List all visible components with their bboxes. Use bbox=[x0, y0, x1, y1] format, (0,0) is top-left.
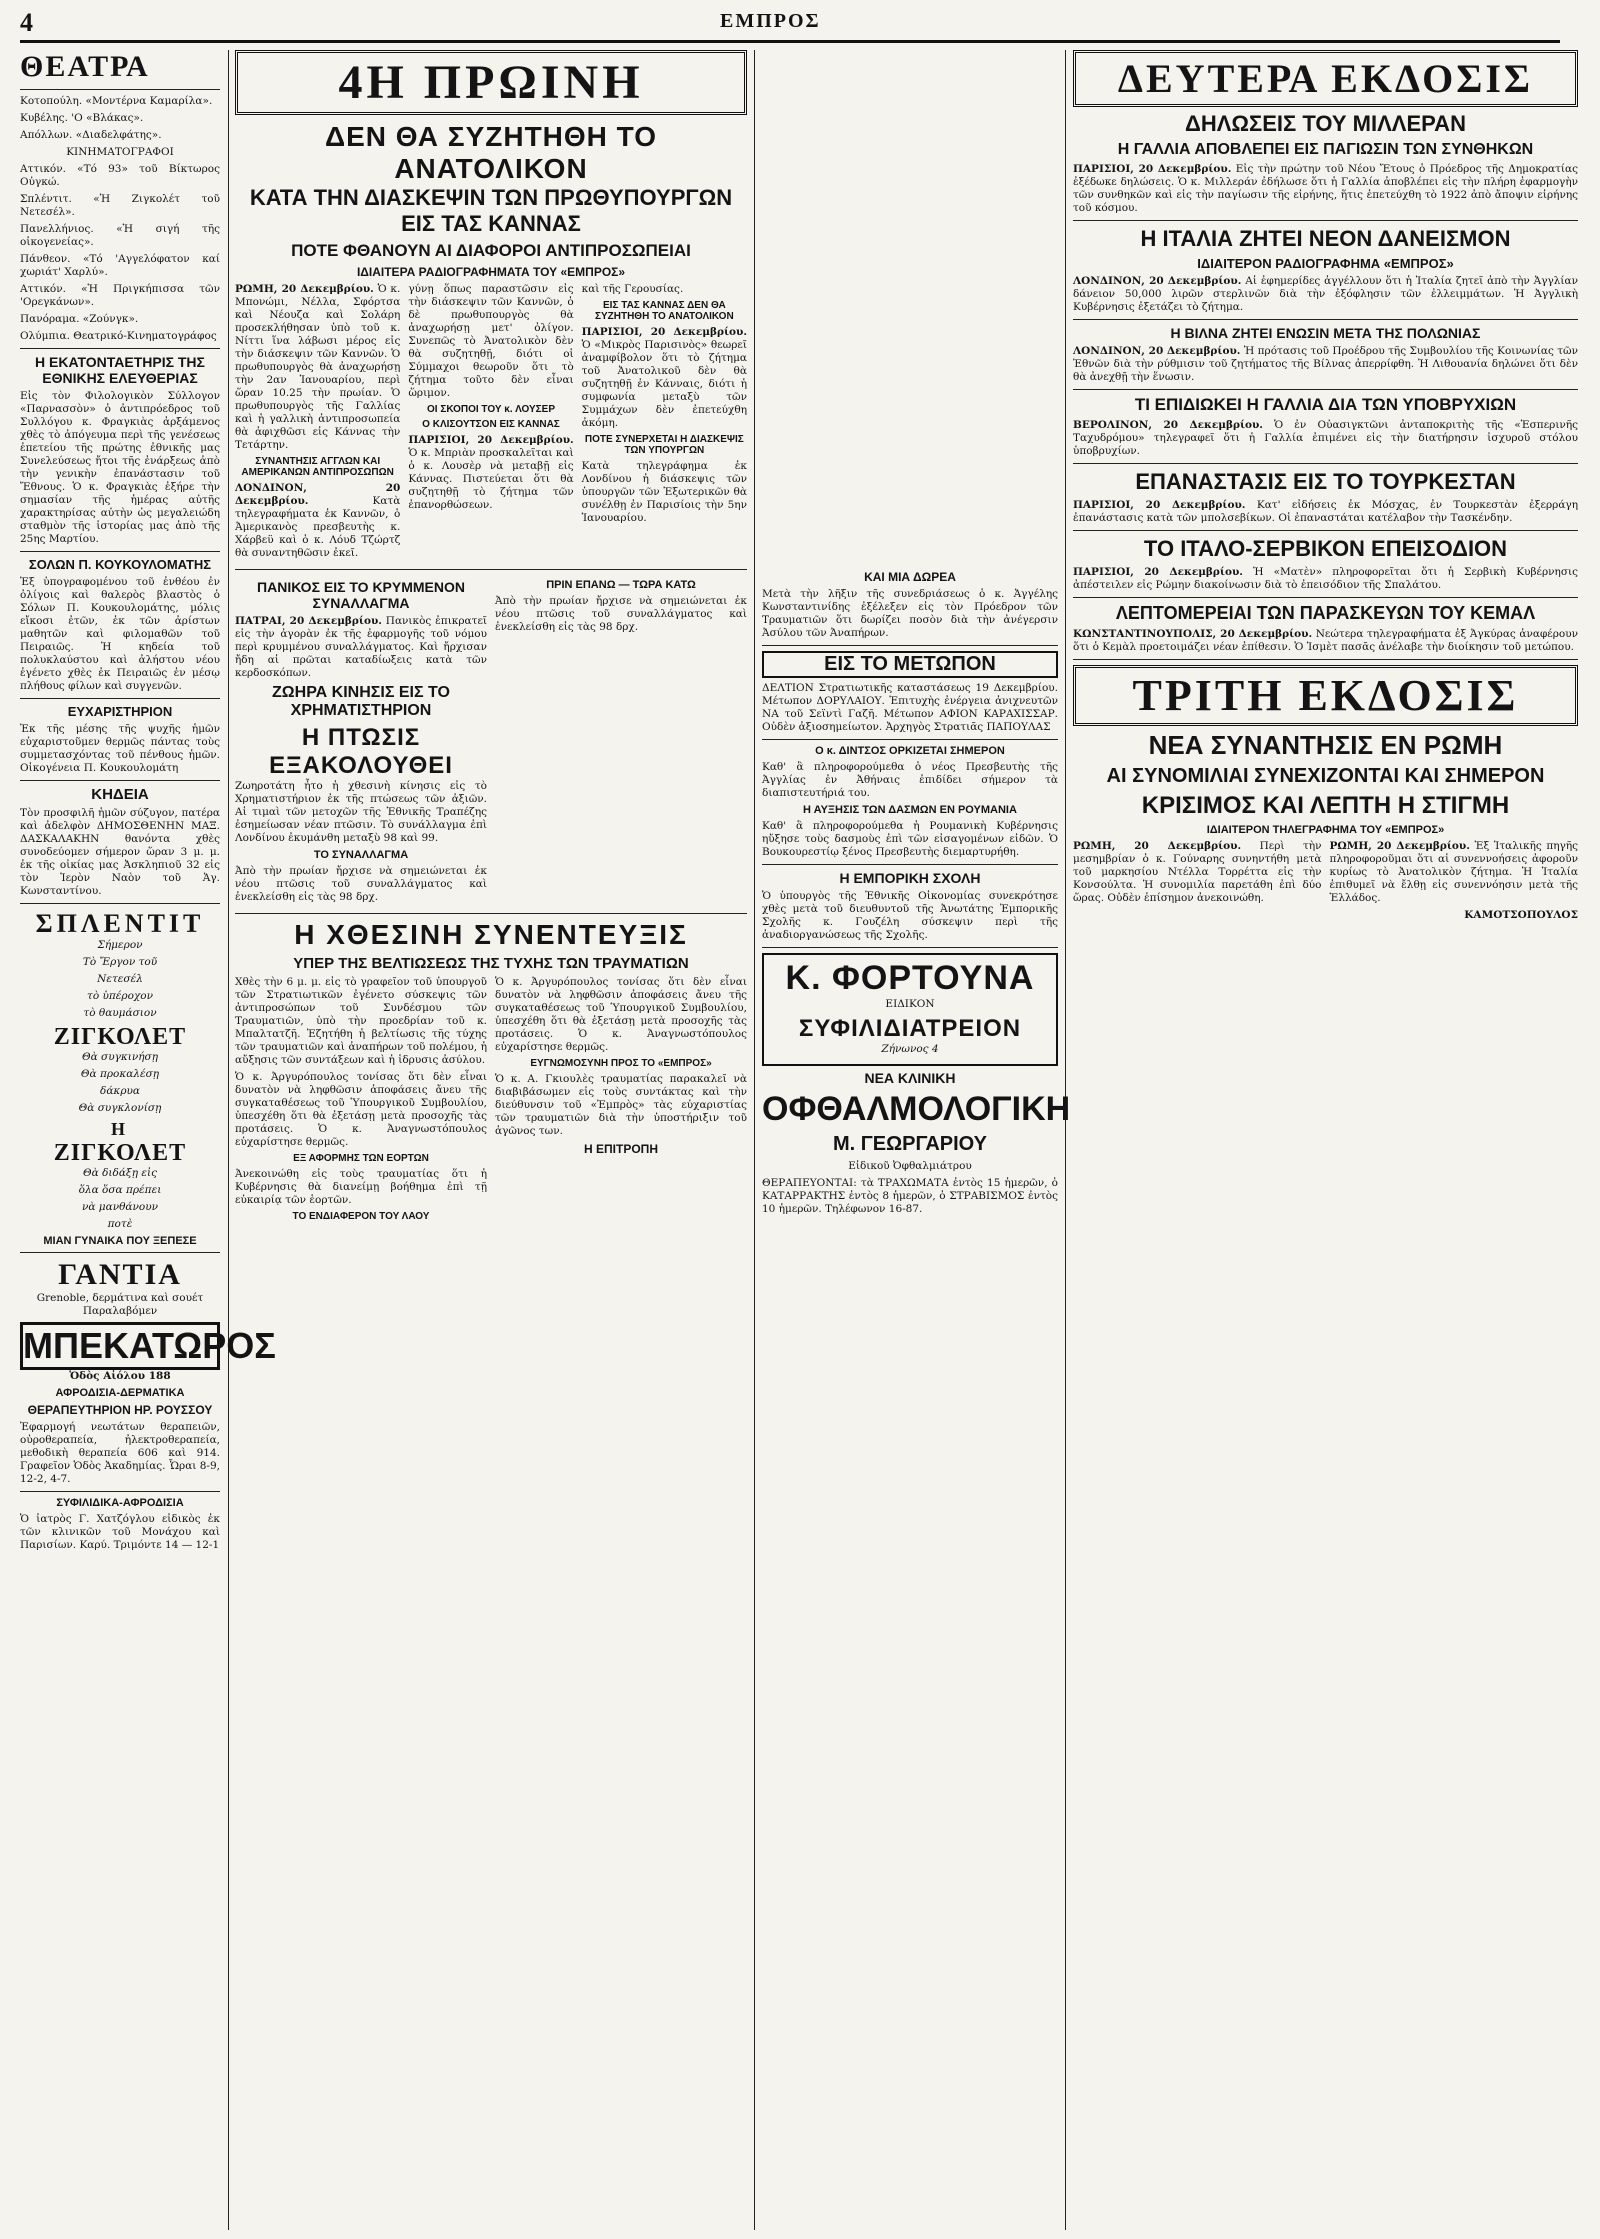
dateline: ΠΑΡΙΣΙΟΙ, 20 Δεκεμβρίου. bbox=[581, 326, 747, 338]
article-heading: ΕΥΧΑΡΙΣΤΗΡΙΟΝ bbox=[67, 704, 173, 719]
article-body: Τὸν προσφιλῆ ἡμῶν σύζυγον, πατέρα καὶ ἀδελφὸν ΔΗΜΟΣΘΕΝΗΝ ΜΑΞ. ΔΑΣΚΑΛΑΚΗΝ θανόντα χθὲς συνοδεύομεν σήμερον ὥραν 3 μ. μ. ἐκ τῆς οἰκίας μας Ἀσκληπιοῦ 32 εἰς τὸν Ἱερὸν Ναὸν τοῦ Ἁγ. Κωνσταντίνου. bbox=[20, 807, 220, 897]
article-heading: Η ΑΥΞΗΣΙΣ ΤΩΝ ΔΑΣΜΩΝ ΕΝ ΡΟΥΜΑΝΙΑ bbox=[803, 804, 1017, 816]
ad-title: Κ. ΦΟΡΤΟΥΝΑ bbox=[785, 959, 1035, 997]
column-divider bbox=[228, 50, 229, 2230]
divider bbox=[1073, 220, 1578, 221]
divider bbox=[20, 903, 220, 904]
dateline: ΠΑΡΙΣΙΟΙ, 20 Δεκεμβρίου. bbox=[1073, 163, 1232, 175]
dateline: ΛΟΝΔΙΝΟΝ, 20 Δεκεμβρίου. bbox=[235, 482, 401, 507]
article-headline: Η ΠΤΩΣΙΣ ΕΞΑΚΟΛΟΥΘΕΙ bbox=[269, 724, 453, 779]
theatra-line: Πάνθεον. «Τό 'Αγγελόφατον καί χωριάτ' Χαρλύ». bbox=[20, 253, 220, 278]
article-body: Ἀνεκοινώθη εἰς τοὺς τραυματίας ὅτι ἡ Κυβέρνησις θὰ διανείμῃ βοήθημα ἐπὶ τῇ εὐκαιρίᾳ τῶν ἑορτῶν. bbox=[235, 1168, 487, 1206]
theatra-line: Κοτοπούλη. «Μοντέρνα Καμαρίλα». bbox=[20, 95, 213, 107]
ad-line: Θὰ συγκλονίσῃ bbox=[78, 1102, 162, 1114]
article-subheading: ΣΥΝΑΝΤΗΣΙΣ ΑΓΓΛΩΝ ΚΑΙ ΑΜΕΡΙΚΑΝΩΝ ΑΝΤΙΠΡΟΣΩΠΩΝ bbox=[241, 456, 394, 478]
article-body: Καθ' ἃ πληροφορούμεθα ἡ Ρουμανικὴ Κυβέρνησις ηὔξησε τοὺς δασμοὺς ἐπὶ τῶν εἰσαγομένων εἰδῶν. Ὁ Βουκουρεστίῳ ξένος Πρεσβευτὴς διεμαρτυρήθη. bbox=[762, 820, 1058, 858]
article-headline: Η ΧΘΕΣΙΝΗ ΣΥΝΕΝΤΕΥΞΙΣ bbox=[294, 919, 688, 950]
divider bbox=[1073, 389, 1578, 390]
ad-title: ΖΙΓΚΟΛΕΤ bbox=[53, 1140, 187, 1166]
article-body: Ὁ ἐν Οὐασιγκτῶνι ἀνταποκριτὴς τῆς «Ἑσπερινῆς Ταχυδρόμου» τηλεγραφεῖ ὅτι ἡ Γαλλία ἐπιμένει εἰς τὴν διατήρησιν ἰσχυροῦ στόλου ὑποβρυχίων. bbox=[1073, 419, 1578, 457]
ad-line: Θὰ προκαλέσῃ bbox=[80, 1068, 160, 1080]
dateline: ΚΩΝΣΤΑΝΤΙΝΟΥΠΟΛΙΣ, 20 Δεκεμβρίου. bbox=[1073, 628, 1313, 640]
clinic-ad bbox=[762, 1070, 1071, 1216]
dateline: ΠΑΡΙΣΙΟΙ, 20 Δεκεμβρίου. bbox=[408, 434, 574, 446]
ad-body: Ἐφαρμογή νεωτάτων θεραπειῶν, οὐροθεραπεία, ἠλεκτροθεραπεία, μεθοδικὴ θεραπεία 606 καὶ 914. Γραφεῖον Ὁδὸς Ἀκαδημίας. Ὧραι 8-9, 12-2, 4-7. bbox=[20, 1421, 220, 1485]
dateline: ΠΑΡΙΣΙΟΙ, 20 Δεκεμβρίου. bbox=[1073, 566, 1243, 578]
ad-title: Η bbox=[110, 1119, 129, 1139]
divider bbox=[1073, 463, 1578, 464]
ad-heading: ΣΥΦΙΛΙΔΙΚΑ-ΑΦΡΟΔΙΣΙΑ bbox=[56, 1497, 184, 1509]
divider bbox=[1073, 319, 1578, 320]
article-subheading: ΠΟΤΕ ΣΥΝΕΡΧΕΤΑΙ Η ΔΙΑΣΚΕΨΙΣ ΤΩΝ ΥΠΟΥΡΓΩΝ bbox=[584, 434, 744, 456]
article-heading: ΠΑΝΙΚΟΣ ΕΙΣ ΤΟ ΚΡΥΜΜΕΝΟΝ ΣΥΝΑΛΛΑΓΜΑ bbox=[256, 579, 466, 611]
article-body: Ὁ κ. Μπριὰν προσκαλεῖται καὶ ὁ κ. Λουσὲρ νὰ μεταβῇ εἰς Κάννας. Πιστεύεται ὅτι θὰ συζητηθῇ τὸ ζήτημα τῶν ἐπανορθώσεων. bbox=[408, 447, 574, 511]
edition-banner: ΤΡΙΤΗ ΕΚΔΟΣΙΣ bbox=[1073, 665, 1578, 726]
article-body: Πανικὸς ἐπικρατεῖ εἰς τὴν ἀγορὰν ἐκ τῆς ἐφαρμογῆς τοῦ νόμου περὶ κρυμμένου συναλλάγματος. Καὶ ἤρχισαν ἤδη αἱ πρῶται καταδίωξεις κατὰ τῶν κερδοσκόπων. bbox=[235, 615, 487, 679]
article-subheading: ΤΟ ΕΝΔΙΑΦΕΡΟΝ ΤΟΥ ΛΑΟΥ bbox=[292, 1211, 430, 1222]
section-heading: ΙΔΙΑΙΤΕΡΑ ΡΑΔΙΟΓΡΑΦΗΜΑΤΑ ΤΟΥ «ΕΜΠΡΟΣ» bbox=[356, 265, 626, 279]
divider bbox=[1073, 597, 1578, 598]
ad-heading: ΘΕΡΑΠΕΥΤΗΡΙΟΝ ΗΡ. ΡΟΥΣΣΟΥ bbox=[27, 1403, 213, 1417]
article-body: Νεώτερα τηλεγραφήματα ἐξ Ἀγκύρας ἀναφέρουν ὅτι ὁ Κεμὰλ προετοιμάζει νέαν ἐπίθεσιν. Ὁ Ἰσμὲτ πασᾶς ἀνέλαβε τὴν διοίκησιν τοῦ μετώπου. bbox=[1073, 628, 1579, 653]
article-body: Κατὰ τηλεγραφήματα ἐκ Καννῶν, ὁ Ἀμερικανὸς πρεσβευτὴς κ. Χάρβεϋ καὶ ὁ κ. Λόυδ Τζώρτζ θὰ συναντηθῶσιν ἐκεῖ. bbox=[235, 495, 401, 559]
article-body: Εἰς τὸν Φιλολογικὸν Σύλλογον «Παρνασσὸν» ὁ ἀντιπρόεδρος τοῦ Συλλόγου κ. Φραγκιὰς ἀρξάμενος χθὲς τὸ ἀπόγευμα περὶ τῆς γενέσεως ἐπετείου τῆς πρώτης ἐθνικῆς μας Συνελεύσεως ἤτοι τῆς ἐνάρξεως ἀπὸ τὴν γενικὴν ἐπανάστασιν τοῦ Ἔθνους. Ὁ κ. Φραγκιὰς ἐξήρε τὴν σημασίαν τῆς ἡμέρας αὐτῆς χαρακτηρίσας αὐτὴν ὡς μεγαλειώδη σταθμὸν τῆς ἱστορίας μας ἀπὸ τῆς 25ης Μαρτίου. bbox=[20, 390, 220, 545]
article-body: καὶ τῆς Γερουσίας. bbox=[581, 283, 684, 295]
ad-line: Τὸ Ἔργον τοῦ bbox=[82, 956, 158, 968]
ad-line: Θὰ συγκινήσῃ bbox=[82, 1051, 158, 1063]
article-headline: ΛΕΠΤΟΜΕΡΕΙΑΙ ΤΩΝ ΠΑΡΑΣΚΕΥΩΝ ΤΟΥ ΚΕΜΑΛ bbox=[1115, 603, 1536, 623]
article-heading: ΙΔΙΑΙΤΕΡΟΝ ΡΑΔΙΟΓΡΑΦΗΜΑ «ΕΜΠΡΟΣ» bbox=[1197, 256, 1454, 271]
column-divider bbox=[754, 50, 755, 2230]
ad-title: ΣΠΛΕΝΤΙΤ bbox=[35, 909, 205, 938]
divider bbox=[762, 947, 1058, 948]
divider bbox=[20, 780, 220, 781]
article-body: Ὁ κ. Α. Γκιουλὲς τραυματίας παρακαλεῖ νὰ διαβιβάσωμεν εἰς τοὺς συντάκτας καὶ τὴν διεύθυνσιν τοῦ «Ἐμπρὸς» τὰς εὐχαριστίας τῶν τραυματιῶν διὰ τὴν ὑποστήριξιν τοῦ ἀγῶνος των. bbox=[495, 1073, 747, 1137]
theatra-line: Πανόραμα. «Ζούνγκ». bbox=[20, 313, 139, 325]
theatra-line: Ολύμπια. Θεατρικό-Κινηματογράφος bbox=[20, 330, 217, 342]
edition-banner: 4Η ΠΡΩΙΝΗ bbox=[235, 50, 747, 115]
article-headline: ΑΙ ΣΥΝΟΜΙΛΙΑΙ ΣΥΝΕΧΙΖΟΝΤΑΙ ΚΑΙ ΣΗΜΕΡΟΝ bbox=[1106, 765, 1545, 787]
left-column bbox=[20, 50, 276, 2230]
ad-heading: Μ. ΓΕΩΡΓΑΡΙΟΥ bbox=[832, 1133, 988, 1155]
page-number: 4 bbox=[20, 8, 33, 37]
article-body: Ἀπὸ τὴν πρωίαν ἤρχισε νὰ σημειώνεται ἐκ νέου πτῶσις τοῦ συναλλάγματος καὶ ἐνεκλείσθη εἰς τὰς 98 δρχ. bbox=[235, 865, 487, 903]
divider bbox=[20, 1491, 220, 1492]
ad-line: Ζήνωνος 4 bbox=[881, 1043, 939, 1055]
signature: ΚΑΜΟΤΣΟΠΟΥΛΟΣ bbox=[1464, 909, 1578, 921]
article-body: Ἐξ Ἰταλικῆς πηγῆς πληροφοροῦμαι ὅτι αἱ συνεννοήσεις ἀφοροῦν κυρίως τὸ Ἀνατολικὸν ζήτημα. Ἡ Ἰταλία ἐπιθυμεῖ νὰ ἔλθῃ εἰς συνεννόησιν μετὰ τῆς Ἑλλάδος. bbox=[1329, 840, 1578, 904]
dateline: ΡΩΜΗ, 20 Δεκεμβρίου. bbox=[1329, 840, 1470, 852]
ad-title: ΓΑΝΤΙΑ bbox=[58, 1258, 182, 1291]
ad-line: Grenoble, δερμάτινα καὶ σουέτ Παραλαβόμεν bbox=[36, 1292, 204, 1317]
ad-line: Σήμερον bbox=[97, 939, 143, 951]
article-subheading: ΕΞ ΑΦΟΡΜΗΣ ΤΩΝ ΕΟΡΤΩΝ bbox=[293, 1153, 429, 1164]
theatra-heading: ΘΕΑΤΡΑ bbox=[20, 50, 150, 83]
article-body: Ἐξ ὑπογραφομένου τοῦ ἐνθέου ἐν ὀλίγοις καὶ θαλερὸς βλαστὸς ὁ Σόλων Π. Κουκουλομάτης, μόλις εἴκοσι ἐτῶν, ἐκ τῶν ἀρίστων μαθητῶν καὶ φιλομαθῶν τοῦ Πειραιῶς. Ἡ κηδεία τοῦ πολυκλαύστου καὶ ἀλήστου νέου ἐγένετο χθὲς ἐκ Πειραιῶς ἐν μέσῳ πλήθους φίλων καὶ συγγενῶν. bbox=[20, 576, 220, 692]
gantia-ad bbox=[20, 1258, 276, 1383]
theatra-line: Πανελλήνιος. «Ἡ σιγή τῆς οἰκογενείας». bbox=[20, 223, 220, 248]
news-column bbox=[762, 50, 1071, 2230]
ad-line: ὅλα ὅσα πρέπει bbox=[78, 1184, 162, 1196]
ad-heading: ΝΕΑ ΚΛΙΝΙΚΗ bbox=[864, 1070, 956, 1086]
article-heading: Η ΓΑΛΛΙΑ ΑΠΟΒΛΕΠΕΙ ΕΙΣ ΠΑΓΙΩΣΙΝ ΤΩΝ ΣΥΝΘΗΚΩΝ bbox=[1117, 141, 1534, 158]
ad-line: Ὁδὸς Αἰόλου 188 bbox=[69, 1370, 171, 1382]
article-body: Ἐκ τῆς μέσης τῆς ψυχῆς ἡμῶν εὐχαριστοῦμεν θερμῶς πάντας τοὺς συμμετασχόντας τοῦ πένθους ἡμῶν. Οἰκογένεια Π. Κουκουλομάτη bbox=[20, 723, 220, 774]
article-headline: ΤΟ ΙΤΑΛΟ-ΣΕΡΒΙΚΟΝ ΕΠΕΙΣΟΔΙΟΝ bbox=[1143, 536, 1508, 561]
article-body: Μετὰ τὴν λῆξιν τῆς συνεδριάσεως ὁ κ. Ἀγγέλης Κωνσταντινίδης ἐξέλεξεν εἰς τὸν Πρόεδρον τῶν Τραυματιῶν ὅτι δωρίζει ποσὸν διὰ τὴν ἀνέγερσιν Ἀσύλου τῶν Ἀναπήρων. bbox=[762, 588, 1058, 639]
article-body: Κατὰ τηλεγράφημα ἐκ Λονδίνου ἡ διάσκεψις τῶν ὑπουργῶν τῶν Ἐξωτερικῶν θὰ συνέλθῃ ἐν Παρισίοις τὴν 5ην Ἰανουαρίου. bbox=[581, 460, 747, 524]
ad-body: ΘΕΡΑΠΕΥΟΝΤΑΙ: τὰ ΤΡΑΧΩΜΑΤΑ ἐντὸς 15 ἡμερῶν, ὁ ΚΑΤΑΡΡΑΚΤΗΣ ἐντὸς 8 ἡμερῶν, ὁ ΣΤΡΑΒΙΣΜΟΣ ἐντὸς 10 ἡμερῶν. Τηλέφωνον 16-87. bbox=[762, 1177, 1058, 1215]
theatra-line: Αττικόν. «Τό 93» τοῦ Βίκτωρος Οὐγκώ. bbox=[20, 163, 220, 188]
article-body: Εἰς τὴν πρώτην τοῦ Νέου Ἔτους ὁ Πρόεδρος τῆς Δημοκρατίας ἐξέδωκε δηλώσεις. Ὁ κ. Μιλλεράν ἐδήλωσε ὅτι ἡ Γαλλία ἀποβλέπει εἰς τὴν πλήρη ἐφαρμογὴν τῶν συνθηκῶν καὶ εἰς τὴν παγίωσιν τῆς εἰρήνης, ἥτις ἐπετεύχθη τὸ 1922 ἀπὸ ἄποψιν εἰρήνης τοῦ κόσμου. bbox=[1073, 163, 1578, 214]
divider bbox=[762, 864, 1058, 865]
article-body: Περὶ τὴν μεσημβρίαν ὁ κ. Γούναρης συνηντήθη μετὰ τοῦ μαρκησίου Ντέλλα Τορρέττα εἰς τὴν Κονσούλτα. Ἡ συνομιλία παρετάθη ἐπὶ δύο ὥρας. Οὐδὲν ἐπίσημον ἀνεκοινώθη. bbox=[1073, 840, 1322, 904]
ad-line: τὸ ὑπέροχον bbox=[87, 990, 153, 1002]
article-body: Αἱ ἐφημερίδες ἀγγέλλουν ὅτι ἡ Ἰταλία ζητεῖ ἀπὸ τὴν Ἀγγλίαν δάνειον 50,000 λιρῶν στερλινῶν διὰ τὴν ἐξόφλησιν τῶν ἐλλειμμάτων. Ἡ Ἀγγλικὴ Κυβέρνησις ἐξετάζει τὸ ζήτημα. bbox=[1073, 275, 1579, 313]
divider bbox=[20, 89, 220, 90]
article-heading: ΖΩΗΡΑ ΚΙΝΗΣΙΣ ΕΙΣ ΤΟ ΧΡΗΜΑΤΙΣΤΗΡΙΟΝ bbox=[272, 684, 450, 719]
ad-line: Θὰ διδάξῃ εἰς bbox=[83, 1167, 157, 1179]
splendid-ad bbox=[20, 909, 220, 1247]
article-headline: ΚΡΙΣΙΜΟΣ ΚΑΙ ΛΕΠΤΗ Η ΣΤΙΓΜΗ bbox=[1141, 792, 1510, 819]
ad-line: Νετεσέλ bbox=[97, 973, 143, 985]
divider bbox=[762, 645, 1058, 646]
ad-title: ΜΠΕΚΑΤΩΡΟΣ bbox=[20, 1322, 220, 1370]
section-heading: ΠΟΤΕ ΦΘΑΝΟΥΝ ΑΙ ΔΙΑΦΟΡΟΙ ΑΝΤΙΠΡΟΣΩΠΕΙΑΙ bbox=[291, 241, 691, 260]
article-body: ΔΕΛΤΙΟΝ Στρατιωτικῆς καταστάσεως 19 Δεκεμβρίου. Μέτωπον ΔΟΡΥΛΑΙΟΥ. Ἐπιτυχὴς ἐνέργεια ἀνιχνευτῶν ΝΑ τοῦ Σεϊντὶ Γαζῆ. Μέτωπον ΑΦΙΟΝ ΚΑΡΑΧΙΣΣΑΡ. Οὐδὲν ἀξιοσημείωτον. Ἀρχηγὸς Στρατιᾶς ΠΑΠΟΥΛΑΣ bbox=[762, 682, 1058, 733]
article-subheading: ΕΙΣ ΤΑΣ ΚΑΝΝΑΣ ΔΕΝ ΘΑ ΣΥΖΗΤΗΘΗ ΤΟ ΑΝΑΤΟΛΙΚΟΝ bbox=[594, 300, 734, 322]
masthead bbox=[20, 6, 1560, 43]
ad-heading: ΑΦΡΟΔΙΣΙΑ-ΔΕΡΜΑΤΙΚΑ bbox=[55, 1387, 185, 1399]
theatra-line: Σπλέντιτ. «Ἡ Ζιγκολέτ τοῦ Νετεσέλ». bbox=[20, 193, 220, 218]
ad-line: ΕΙΔΙΚΟΝ bbox=[885, 998, 935, 1010]
dateline: ΛΟΝΔΙΝΟΝ, 20 Δεκεμβρίου. bbox=[1073, 345, 1241, 357]
ad-line: ΜΙΑΝ ΓΥΝΑΙΚΑ ΠΟΥ ΞΕΠΕΣΕ bbox=[43, 1235, 197, 1247]
theatra-line: Κυβέλης. 'Ο «Βλάκας». bbox=[20, 112, 144, 124]
article-headline: ΝΕΑ ΣΥΝΑΝΤΗΣΙΣ ΕΝ ΡΩΜΗ bbox=[1148, 730, 1503, 760]
ad-body: Ὁ ἰατρὸς Γ. Χατζόγλου εἰδικὸς ἐκ τῶν κλινικῶν τοῦ Μονάχου καὶ Παρισίων. Καρύ. Τριμόντε 14 — 12-1 bbox=[20, 1513, 220, 1551]
divider bbox=[762, 739, 1058, 740]
second-edition-column bbox=[1073, 50, 1578, 2230]
article-heading: Η ΕΜΠΟΡΙΚΗ ΣΧΟΛΗ bbox=[839, 870, 981, 886]
divider bbox=[1073, 659, 1578, 660]
ad-line: τὸ θαυμάσιον bbox=[83, 1007, 157, 1019]
paper-name: ΕΜΠΡΟΣ bbox=[720, 10, 821, 32]
article-body: Ἀπὸ τὴν πρωίαν ἤρχισε νὰ σημειώνεται ἐκ νέου πτῶσις τοῦ συναλλάγματος καὶ ἐνεκλείσθη εἰς τὰς 98 δρχ. bbox=[495, 595, 747, 633]
article-heading: ΥΠΕΡ ΤΗΣ ΒΕΛΤΙΩΣΕΩΣ ΤΗΣ ΤΥΧΗΣ ΤΩΝ ΤΡΑΥΜΑΤΙΩΝ bbox=[293, 955, 689, 972]
divider bbox=[235, 569, 747, 570]
article-heading: Ο κ. ΔΙΝΤΣΟΣ ΟΡΚΙΖΕΤΑΙ ΣΗΜΕΡΟΝ bbox=[815, 745, 1005, 757]
article-body: γύνῃ ὅπως παραστῶσιν εἰς τὴν διάσκεψιν τῶν Καννῶν, ὁ δὲ πρωθυπουργὸς θὰ ἀναχωρήσῃ μετ' ὀλίγον. Συνεπῶς τὸ Ἀνατολικὸν δὲν θὰ συζητηθῇ, διότι οἱ Σύμμαχοι θεωροῦν ὅτι τὸ ζήτημα τοῦτο δὲν εἶναι ὥριμον. bbox=[408, 283, 574, 399]
ad-title: ΣΥΦΙΛΙΔΙΑΤΡΕΙΟΝ bbox=[798, 1015, 1022, 1042]
article-heading: ΣΟΛΩΝ Π. ΚΟΥΚΟΥΛΟΜΑΤΗΣ bbox=[28, 557, 212, 572]
dateline: ΠΑΡΙΣΙΟΙ, 20 Δεκεμβρίου. bbox=[1073, 499, 1246, 511]
divider bbox=[20, 551, 220, 552]
fortouna-ad bbox=[762, 953, 1058, 1066]
dateline: ΛΟΝΔΙΝΟΝ, 20 Δεκεμβρίου. bbox=[1073, 275, 1242, 287]
article-heading: ΚΑΙ ΜΙΑ ΔΩΡΕΑ bbox=[864, 570, 956, 584]
dateline: ΡΩΜΗ, 20 Δεκεμβρίου. bbox=[1073, 840, 1242, 852]
dateline: ΡΩΜΗ, 20 Δεκεμβρίου. bbox=[235, 283, 374, 295]
dateline: ΠΑΤΡΑΙ, 20 Δεκεμβρίου. bbox=[235, 615, 382, 627]
theatra-line: ΚΙΝΗΜΑΤΟΓΡΑΦΟΙ bbox=[66, 146, 174, 158]
article-body: Ζωηροτάτη ἦτο ἡ χθεσινὴ κίνησις εἰς τὸ Χρηματιστήριον ἐκ τῆς πτώσεως τῶν ἀξιῶν. Αἱ τιμαὶ τῶν μετοχῶν τῆς Ἐθνικῆς Τραπέζης ἐσημείωσαν νέαν πτῶσιν. Τὸ συνάλλαγμα ἐπὶ Λονδίνου ἐκυμάνθη μεταξὺ 98 καὶ 99. bbox=[235, 780, 487, 844]
article-heading: ΕΙΣ ΤΟ ΜΕΤΩΠΟΝ bbox=[762, 651, 1058, 678]
divider bbox=[235, 913, 747, 914]
divider bbox=[1073, 530, 1578, 531]
divider bbox=[20, 698, 220, 699]
main-subheadline: ΚΑΤΑ ΤΗΝ ΔΙΑΣΚΕΨΙΝ ΤΩΝ ΠΡΩΘΥΠΟΥΡΓΩΝ ΕΙΣ ΤΑΣ ΚΑΝΝΑΣ bbox=[249, 185, 733, 236]
article-heading: ΚΗΔΕΙΑ bbox=[91, 786, 149, 803]
article-subheading: ΕΥΓΝΩΜΟΣΥΝΗ ΠΡΟΣ ΤΟ «ΕΜΠΡΟΣ» bbox=[530, 1058, 712, 1069]
article-body: Ὁ κ. Ἀργυρόπουλος τονίσας ὅτι δὲν εἶναι δυνατὸν νὰ ληφθῶσιν ἀποφάσεις ἄνευ τῆς συγκαταθέσεως τοῦ Ὑπουργικοῦ Συμβουλίου, ὑπεσχέθη ὅτι θὰ ἐξετάσῃ μετὰ προσοχῆς τὰς προτάσεις. Ὁ κ. Ἀναγνωστόπουλος εὐχαρίστησε θερμῶς. bbox=[495, 976, 747, 1053]
theatra-list bbox=[20, 95, 220, 343]
article-heading: Η ΕΚΑΤΟΝΤΑΕΤΗΡΙΣ ΤΗΣ ΕΘΝΙΚΗΣ ΕΛΕΥΘΕΡΙΑΣ bbox=[35, 354, 205, 386]
dateline: ΒΕΡΟΛΙΝΟΝ, 20 Δεκεμβρίου. bbox=[1073, 419, 1263, 431]
edition-banner: ΔΕΥΤΕΡΑ ΕΚΔΟΣΙΣ bbox=[1073, 50, 1578, 107]
article-body: Καθ' ἃ πληροφορούμεθα ὁ νέος Πρεσβευτὴς τῆς Ἀγγλίας ἐν Ἀθήναις ἐπιδίδει σήμερον τὰ διαπιστευτήριά του. bbox=[762, 761, 1058, 799]
article-body: Ὁ κ. Μπονώμι, Νέλλα, Σφόρτσα καὶ Νέουζα καὶ Σολάρη προσεκλήθησαν ὑπὸ τοῦ κ. Νίττι ἵνα λάβωσι μέρος εἰς τὴν διάσκεψιν τῶν Καννῶν. Ὁ πρωθυπουργὸς θὰ ἀναχωρήσῃ τὴν 2αν Ἰανουαρίου, περὶ ὥραν 10.25 τὴν πρωίαν. Ὁ πρωθυπουργὸς τῆς Γαλλίας καὶ ἡ γαλλικὴ ἀντιπροσωπεία θὰ ἀφιχθῶσι εἰς Κάννας τὴν Τετάρτην. bbox=[235, 283, 401, 451]
ad-line: ποτὲ bbox=[107, 1218, 133, 1230]
article-heading: ΙΔΙΑΙΤΕΡΟΝ ΤΗΛΕΓΡΑΦΗΜΑ ΤΟΥ «ΕΜΠΡΟΣ» bbox=[1206, 824, 1445, 836]
article-heading: ΤΙ ΕΠΙΔΙΩΚΕΙ Η ΓΑΛΛΙΑ ΔΙΑ ΤΩΝ ΥΠΟΒΡΥΧΙΩΝ bbox=[1134, 395, 1517, 414]
divider bbox=[20, 348, 220, 349]
article-headline: ΕΠΑΝΑΣΤΑΣΙΣ ΕΙΣ ΤΟ ΤΟΥΡΚΕΣΤΑΝ bbox=[1135, 469, 1516, 494]
article-headline: ΔΗΛΩΣΕΙΣ ΤΟΥ ΜΙΛΛΕΡΑΝ bbox=[1185, 111, 1466, 136]
article-subheading: Ο ΚΛΙΣΟΥΤΣΟΝ ΕΙΣ ΚΑΝΝΑΣ bbox=[422, 419, 560, 430]
article-subheading: ΠΡΙΝ ΕΠΑΝΩ — ΤΩΡΑ ΚΑΤΩ bbox=[546, 579, 696, 591]
ad-line: δάκρυα bbox=[100, 1085, 140, 1097]
ad-title: ΖΙΓΚΟΛΕΤ bbox=[53, 1024, 187, 1050]
ad-title: ΟΦΘΑΛΜΟΛΟΓΙΚΗ bbox=[762, 1090, 1071, 1128]
theatra-line: Απόλλων. «Διαδελφάτης». bbox=[20, 129, 162, 141]
divider bbox=[20, 1252, 220, 1253]
column-divider bbox=[1065, 50, 1066, 2230]
article-headline: Η ΙΤΑΛΙΑ ΖΗΤΕΙ ΝΕΟΝ ΔΑΝΕΙΣΜΟΝ bbox=[1140, 226, 1511, 251]
signature: Η ΕΠΙΤΡΟΠΗ bbox=[583, 1142, 658, 1156]
theatra-line: Αττικόν. «Ἡ Πριγκήπισσα τῶν 'Ορεγκάνων». bbox=[20, 283, 220, 308]
article-subheading: ΟΙ ΣΚΟΠΟΙ ΤΟΥ κ. ΛΟΥΣΕΡ bbox=[427, 404, 555, 415]
article-body: Ἡ πρότασις τοῦ Προέδρου τῆς Συμβουλίου τῆς Κοινωνίας τῶν Ἐθνῶν διὰ τὴν ρύθμισιν τοῦ ζητήματος τῆς Βίλνας ἀπερρίφθη. Ἡ Λιθουανία δηλώνει ὅτι δὲν θὰ ἀνεχθῇ τὴν ἕνωσιν. bbox=[1073, 345, 1578, 383]
article-body: Χθὲς τὴν 6 μ. μ. εἰς τὸ γραφεῖον τοῦ ὑπουργοῦ τῶν Στρατιωτικῶν ἐγένετο σύσκεψις τῶν ἀντιπροσώπων τοῦ Συνδέσμου τῶν Τραυματιῶν, ὑπὸ τὴν προεδρίαν τοῦ κ. Μπαλτατζῆ. Ἐζητήθη ἡ βελτίωσις τῆς τύχης τῶν τραυματιῶν καὶ ἀναπήρων τοῦ πολέμου, ἡ αὔξησις τῶν συντάξεων καὶ ἡ ἱδρυσις ἀσύλου. bbox=[235, 976, 487, 1066]
ad-line: Εἰδικοῦ Ὀφθαλμιάτρου bbox=[848, 1160, 972, 1172]
article-subheading: ΤΟ ΣΥΝΑΛΛΑΓΜΑ bbox=[313, 849, 409, 861]
article-body: Ὁ ὑπουργὸς τῆς Ἐθνικῆς Οἰκονομίας συνεκρότησε χθὲς μετὰ τοῦ διευθυντοῦ τῆς Ἀνωτάτης Ἐμπορικῆς Σχολῆς κ. Γουζέλη σύσκεψιν περὶ τῆς ἀναδιοργανώσεως τῆς Σχολῆς. bbox=[762, 890, 1058, 941]
article-body: Ἡ «Ματὲν» πληροφορεῖται ὅτι ἡ Σερβικὴ Κυβέρνησις ἀπέστειλεν εἰς Ρώμην διακοίνωσιν διὰ τὸ ἐπεισόδιον τῆς Σπαλάτου. bbox=[1073, 566, 1578, 591]
article-body: Ὁ «Μικρὸς Παρισινὸς» θεωρεῖ ἀναμφίβολον ὅτι τὸ ζήτημα τοῦ Ἀνατολικοῦ δὲν θὰ συζητηθῇ ἐν Κάνναις, διότι ἡ συμφωνία μεταξὺ τῶν Συμμάχων δὲν ἐπετεύχθη ἀκόμη. bbox=[581, 339, 747, 429]
article-body: Κατ' εἰδήσεις ἐκ Μόσχας, ἐν Τουρκεστὰν ἐξερράγη ἐπανάστασις κατὰ τῶν μπολσεβίκων. Οἱ ἐπαναστάται κατέλαβον τὴν Τασκένδην. bbox=[1073, 499, 1578, 524]
front-page-section bbox=[235, 50, 747, 2230]
article-body: Ὁ κ. Ἀργυρόπουλος τονίσας ὅτι δὲν εἶναι δυνατὸν νὰ ληφθῶσιν ἀποφάσεις ἄνευ τῆς συγκαταθέσεως τοῦ Ὑπουργικοῦ Συμβουλίου, ὑπεσχέθη ὅτι θὰ ἐξετάσῃ μετὰ προσοχῆς τὰς προτάσεις. Ὁ κ. Ἀναγνωστόπουλος εὐχαρίστησε θερμῶς. bbox=[235, 1071, 487, 1148]
ad-line: νὰ μανθάνουν bbox=[82, 1201, 158, 1213]
main-headline: ΔΕΝ ΘΑ ΣΥΖΗΤΗΘΗ ΤΟ ΑΝΑΤΟΛΙΚΟΝ bbox=[324, 121, 658, 184]
article-heading: Η ΒΙΛΝΑ ΖΗΤΕΙ ΕΝΩΣΙΝ ΜΕΤΑ ΤΗΣ ΠΟΛΩΝΙΑΣ bbox=[1170, 325, 1481, 341]
